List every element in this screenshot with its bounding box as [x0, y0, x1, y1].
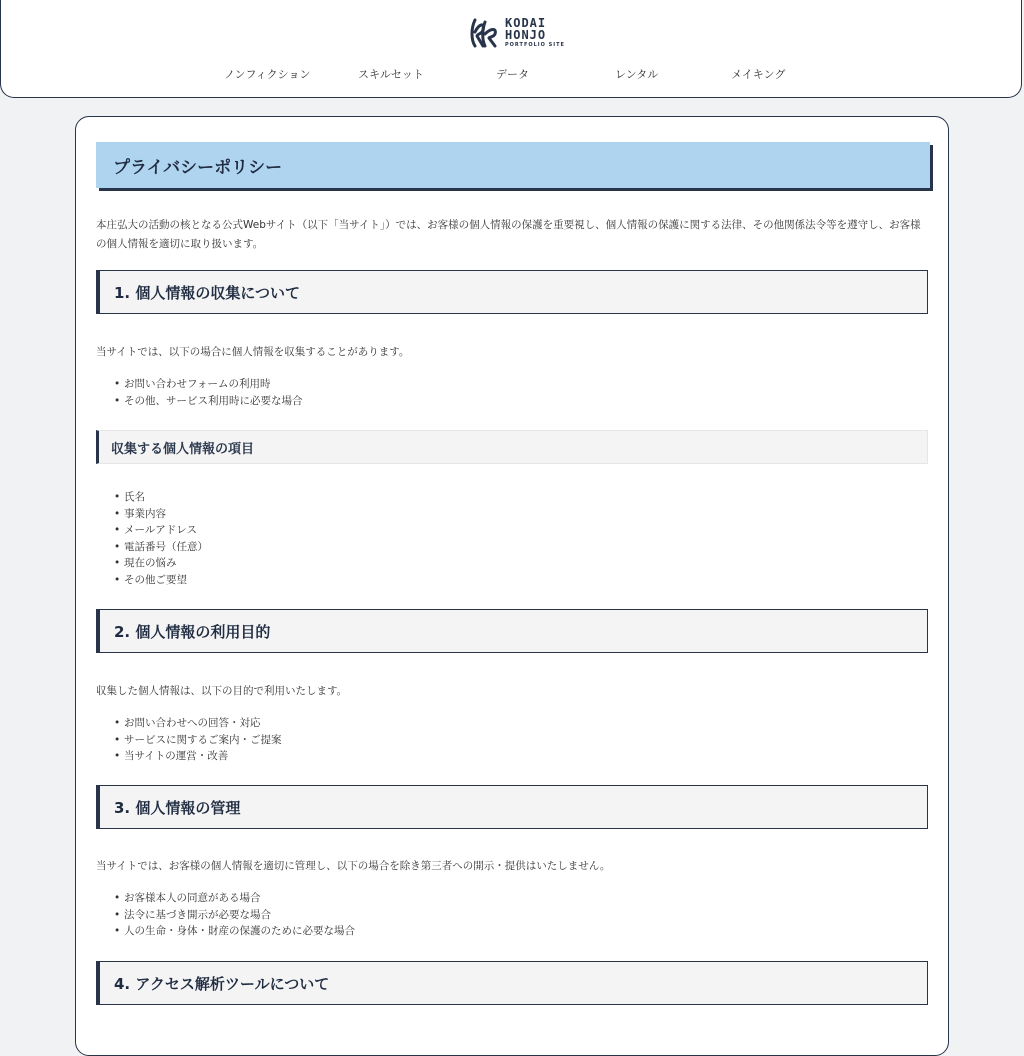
section-4-heading: 4. アクセス解析ツールについて	[96, 961, 928, 1005]
section-1-subheading: 収集する個人情報の項目	[96, 430, 928, 464]
list-item: • お問い合わせへの回答・対応	[114, 715, 282, 732]
logo-line-2: HONJO	[505, 27, 547, 42]
kh-monogram-icon	[469, 14, 499, 50]
section-1-sublist	[114, 489, 208, 588]
section-3-text: 当サイトでは、お客様の個人情報を適切に管理し、以下の場合を除き第三者への開示・提供はいたしません。	[96, 860, 611, 872]
main-nav	[1, 66, 1023, 86]
nav-item-data[interactable]: データ	[496, 68, 529, 81]
list-item: • 電話番号（任意）	[114, 539, 208, 556]
site-header	[0, 0, 1022, 98]
intro-text: 本庄弘大の活動の核となる公式Webサイト（以下「当サイト」）では、お客様の個人情報の保護を重要視し、個人情報の保護に関する法律、その他関係法令等を遵守し、お客様の個人情報を適切に取り扱います。	[96, 219, 921, 250]
nav-item-skillset[interactable]: スキルセット	[358, 68, 424, 81]
section-3-list	[114, 890, 355, 940]
section-1-list	[114, 376, 303, 409]
page-title: プライバシーポリシー	[96, 142, 930, 188]
section-2-text: 収集した個人情報は、以下の目的で利用いたします。	[96, 685, 348, 697]
list-item: • 事業内容	[114, 506, 208, 523]
list-item: • メールアドレス	[114, 522, 208, 539]
logo-subtitle: PORTFOLIO SITE	[505, 41, 565, 48]
list-item: • サービスに関するご案内・ご提案	[114, 732, 282, 749]
nav-item-rental[interactable]: レンタル	[615, 68, 659, 81]
list-item: • 当サイトの運営・改善	[114, 748, 282, 765]
section-1-heading: 1. 個人情報の収集について	[96, 270, 928, 314]
list-item: • 人の生命・身体・財産の保護のために必要な場合	[114, 923, 355, 940]
list-item: • その他ご要望	[114, 572, 208, 589]
list-item: • 氏名	[114, 489, 208, 506]
list-item: • その他、サービス利用時に必要な場合	[114, 393, 303, 410]
section-1-text: 当サイトでは、以下の場合に個人情報を収集することがあります。	[96, 346, 410, 358]
section-3-heading: 3. 個人情報の管理	[96, 785, 928, 829]
nav-item-making[interactable]: メイキング	[731, 68, 786, 81]
section-2-list	[114, 715, 282, 765]
section-2-heading: 2. 個人情報の利用目的	[96, 609, 928, 653]
logo-line-1: KODAI	[505, 15, 547, 30]
list-item: • お問い合わせフォームの利用時	[114, 376, 303, 393]
list-item: • 法令に基づき開示が必要な場合	[114, 907, 355, 924]
list-item: • お客様本人の同意がある場合	[114, 890, 355, 907]
nav-item-nonfiction[interactable]: ノンフィクション	[224, 68, 311, 81]
site-logo[interactable]	[469, 12, 565, 52]
list-item: • 現在の悩み	[114, 555, 208, 572]
